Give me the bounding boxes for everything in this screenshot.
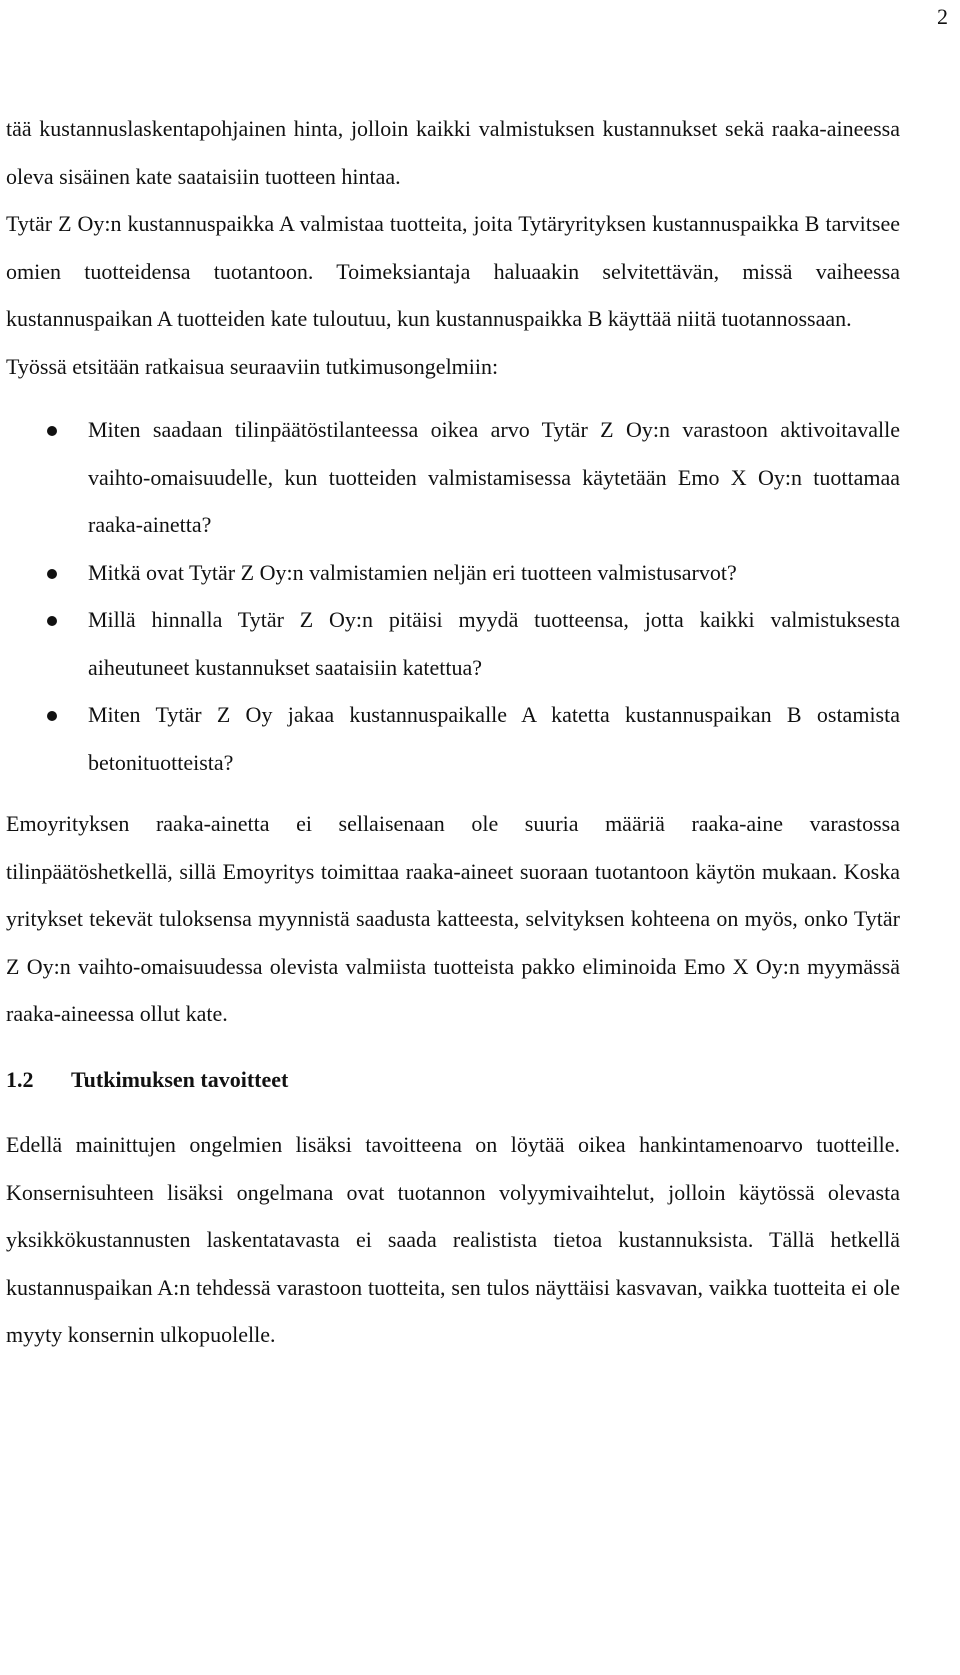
list-item xyxy=(6,691,900,786)
page-number: 2 xyxy=(937,4,948,29)
list-item xyxy=(6,406,900,549)
paragraph-raw-material: Emoyrityksen raaka-ainetta ei sellaisenaan ole suuria määriä raaka-aine varastossa tilinpäätöshetkellä, sillä Emoyritys toimittaa raaka-aineet suoraan tuotantoon käytön mukaan. Koska yritykset tekevät tuloksensa myynnistä saadusta katteesta, selvityksen kohteena on myös, onko Tytär Z Oy:n vaihto-omaisuudessa olevista valmiista tuotteista pakko eliminoida Emo X Oy:n myymässä raaka-aineessa ollut kate. xyxy=(6,811,900,1026)
list-item-text: Mitkä ovat Tytär Z Oy:n valmistamien neljän eri tuotteen valmistusarvot? xyxy=(88,559,737,585)
list-item-text: Miten saadaan tilinpäätöstilanteessa oikea arvo Tytär Z Oy:n varastoon aktivoitavalle vaihto-omaisuudelle, kun tuotteiden valmistamisessa käytetään Emo X Oy:n tuottamaa raaka-ainetta? xyxy=(88,417,900,537)
bullet-icon xyxy=(47,426,57,436)
section-title: Tutkimuksen tavoitteet xyxy=(71,1066,289,1092)
paragraph-objectives: Edellä mainittujen ongelmien lisäksi tavoitteena on löytää oikea hankintamenoarvo tuotteille. Konsernisuhteen lisäksi ongelmana ovat tuotannon volyymivaihtelut, jolloin käytössä olevasta yksikkökustannusten laskentatavasta ei saada realistista tietoa kustannuksista. Tällä hetkellä kustannuspaikan A:n tehdessä varastoon tuotteita, sen tulos näyttäisi kasvavan, vaikka tuotteita ei ole myyty konsernin ulkopuolelle. xyxy=(6,1132,900,1347)
paragraph-research-problems: Työssä etsitään ratkaisua seuraaviin tutkimusongelmiin: xyxy=(6,353,499,379)
list-item-text: Miten Tytär Z Oy jakaa kustannuspaikalle A katetta kustannuspaikan B ostamista betonituotteista? xyxy=(88,702,900,775)
section-heading xyxy=(6,1056,900,1104)
document-body xyxy=(6,105,900,1359)
bullet-icon xyxy=(47,616,57,626)
research-questions-list xyxy=(6,406,900,786)
paragraph-cost-center: Tytär Z Oy:n kustannuspaikka A valmistaa tuotteita, joita Tytäryrityksen kustannuspaikka B tarvitsee omien tuotteidensa tuotantoon. Toimeksiantaja haluaakin selvitettävän, missä vaiheessa kustannuspaikan A tuotteiden kate tuloutuu, kun kustannuspaikka B käyttää niitä tuotannossaan. xyxy=(6,211,900,331)
bullet-icon xyxy=(47,711,57,721)
section-number: 1.2 xyxy=(6,1066,34,1092)
list-item xyxy=(6,596,900,691)
list-item xyxy=(6,549,900,597)
bullet-icon xyxy=(47,569,57,579)
list-item-text: Millä hinnalla Tytär Z Oy:n pitäisi myydä tuotteensa, jotta kaikki valmistuksesta aiheutuneet kustannukset saataisiin katettua? xyxy=(88,607,900,680)
paragraph-intro: tää kustannuslaskentapohjainen hinta, jolloin kaikki valmistuksen kustannukset sekä raaka-aineessa oleva sisäinen kate saataisiin tuotteen hintaa. xyxy=(6,116,900,189)
